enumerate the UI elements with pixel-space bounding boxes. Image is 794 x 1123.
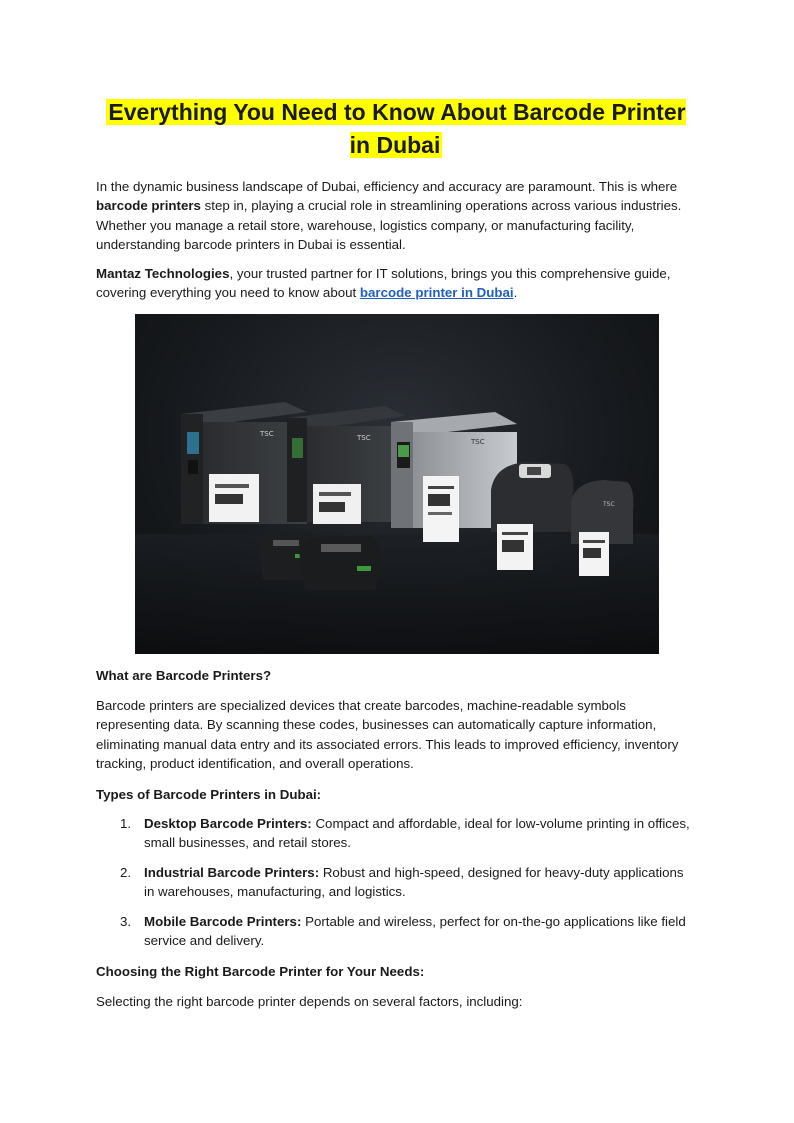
list-number: 1. bbox=[120, 816, 132, 831]
section-heading-what: What are Barcode Printers? bbox=[96, 668, 272, 683]
tsc-logo-3: TSC bbox=[471, 438, 485, 446]
mantaz-text-1: , your trusted partner for IT solutions, brings you this comprehensive guide, covering everything you need to know about bbox=[96, 265, 671, 301]
tsc-logo-4: TSC bbox=[603, 501, 615, 508]
article bbox=[96, 96, 696, 302]
section-heading-choosing: Choosing the Right Barcode Printer for Your Needs: bbox=[96, 964, 425, 979]
tsc-logo-1: TSC bbox=[260, 430, 274, 438]
mantaz-paragraph bbox=[96, 264, 696, 303]
mobile-printer-2 bbox=[299, 536, 381, 590]
list-item-text: Compact and affordable, ideal for low-volume printing in offices, small businesses, and retail stores. bbox=[144, 816, 690, 851]
list-item bbox=[96, 912, 696, 951]
page-title bbox=[96, 96, 696, 162]
list-item-text: Robust and high-speed, designed for heavy-duty applications in warehouses, manufacturing, and logistics. bbox=[144, 864, 684, 900]
section-heading-types: Types of Barcode Printers in Dubai: bbox=[96, 787, 322, 802]
list-item-label: Mobile Barcode Printers: bbox=[144, 913, 302, 929]
page-title-text: Everything You Need to Know About Barcode Printer in Dubai bbox=[108, 99, 686, 158]
list-item-label: Desktop Barcode Printers: bbox=[144, 816, 312, 831]
list-number: 2. bbox=[120, 864, 132, 880]
intro-bold: barcode printers bbox=[96, 198, 201, 214]
mantaz-text-2: . bbox=[513, 285, 518, 301]
list-item bbox=[96, 814, 696, 853]
list-item-label: Industrial Barcode Printers: bbox=[144, 864, 320, 880]
list-number: 3. bbox=[120, 913, 132, 929]
list-item bbox=[96, 863, 696, 902]
list-item-text: Portable and wireless, perfect for on-the-go applications like field service and delivery. bbox=[144, 913, 686, 949]
mantaz-bold: Mantaz Technologies bbox=[96, 265, 230, 281]
industrial-printer-2 bbox=[287, 406, 405, 524]
choosing-paragraph: Selecting the right barcode printer depends on several factors, including: bbox=[96, 994, 523, 1009]
tsc-logo-2: TSC bbox=[357, 434, 371, 442]
hero-image bbox=[135, 314, 659, 654]
intro-text-2: step in, playing a crucial role in streamlining operations across various industries. Whether you manage a retail store, warehouse, logistics company, or manufacturing facility, understanding barcode printers in Dubai is essential. bbox=[96, 198, 682, 253]
barcode-printer-link[interactable]: barcode printer in Dubai bbox=[359, 285, 514, 301]
intro-text-1: In the dynamic business landscape of Dubai, efficiency and accuracy are paramount. This is where bbox=[96, 179, 678, 194]
intro-paragraph bbox=[96, 177, 696, 255]
what-paragraph: Barcode printers are specialized devices that create barcodes, machine-readable symbols representing data. By scanning these codes, businesses can automatically capture information, eliminating manual data entry and its associated errors. This leads to improved efficiency, inventory tracking, product identification, and overall operations. bbox=[96, 698, 679, 772]
types-list bbox=[96, 814, 696, 960]
